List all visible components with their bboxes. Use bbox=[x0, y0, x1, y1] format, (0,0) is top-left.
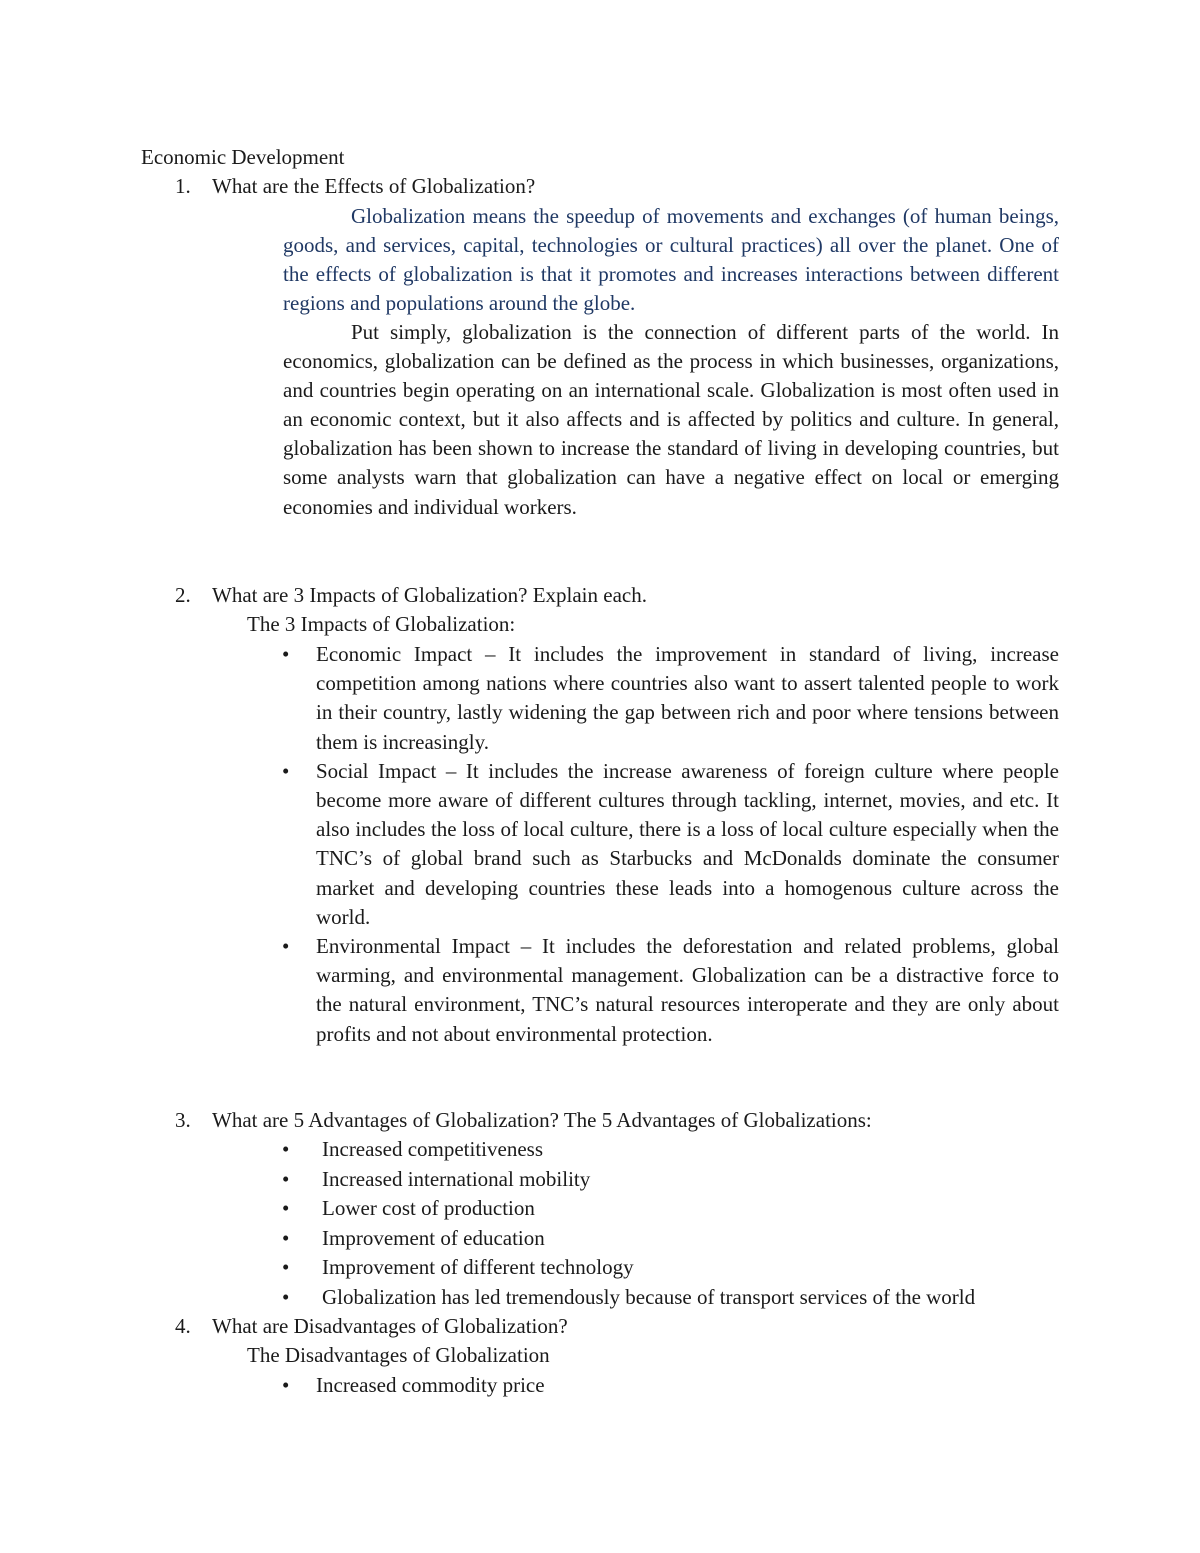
bullet-icon: • bbox=[282, 1196, 290, 1221]
bullet-icon: • bbox=[282, 934, 290, 959]
list-item bbox=[282, 640, 1059, 757]
list-item-text: Improvement of education bbox=[322, 1225, 545, 1250]
list-item bbox=[282, 1253, 1082, 1283]
list-item bbox=[282, 1135, 1082, 1165]
list-item-text: Lower cost of production bbox=[322, 1196, 535, 1221]
bullet-icon: • bbox=[282, 1166, 290, 1191]
bullet-icon: • bbox=[282, 1284, 290, 1309]
answer-paragraph: Put simply, globalization is the connection of different parts of the world. In economics, globalization can be defined as the process in which businesses, organizations, and countries begin operating on an international scale. Globalization is most often used in an economic context, but it also affects and is affected by politics and culture. In general, globalization has been shown to increase the standard of living in developing countries, but some analysts warn that globalization can have a negative effect on local or emerging economies and individual workers. bbox=[283, 320, 1059, 519]
list-item-text: Environmental Impact – It includes the deforestation and related problems, global warming, and environmental management. Globalization can be a distractive force to the natural environment, TNC’s natural resources interoperate and they are only about profits and not about environmental protection. bbox=[316, 934, 1059, 1046]
question-number: 2. bbox=[175, 583, 191, 607]
list-item bbox=[282, 932, 1059, 1049]
document-title: Economic Development bbox=[141, 145, 345, 169]
disadvantages-subheading: The Disadvantages of Globalization bbox=[247, 1343, 550, 1367]
question-number: 1. bbox=[175, 174, 191, 198]
advantages-list bbox=[282, 1135, 1082, 1313]
list-item-text: Improvement of different technology bbox=[322, 1255, 634, 1280]
question-text: What are Disadvantages of Globalization? bbox=[212, 1314, 568, 1338]
question-number: 3. bbox=[175, 1108, 191, 1132]
question-text: What are 3 Impacts of Globalization? Explain each. bbox=[212, 583, 647, 607]
answer-paragraph: Globalization means the speedup of movements and exchanges (of human beings, goods, and services, capital, technologies or cultural practices) all over the planet. One of the effects of globalization is that it promotes and increases interactions between different regions and populations around the globe. bbox=[283, 204, 1059, 316]
disadvantages-list bbox=[282, 1371, 1076, 1400]
bullet-icon: • bbox=[282, 758, 290, 783]
list-item bbox=[282, 757, 1059, 932]
impacts-subheading: The 3 Impacts of Globalization: bbox=[247, 612, 516, 636]
list-item bbox=[282, 1371, 1076, 1400]
list-item-text: Increased commodity price bbox=[316, 1373, 545, 1397]
bullet-icon: • bbox=[282, 1137, 290, 1161]
list-item-text: Increased international mobility bbox=[322, 1166, 591, 1191]
list-item bbox=[282, 1165, 1082, 1195]
question-text: What are the Effects of Globalization? bbox=[212, 174, 536, 198]
list-item-text: Globalization has led tremendously because of transport services of the world bbox=[322, 1284, 976, 1309]
list-item-text: Economic Impact – It includes the improvement in standard of living, increase competition among nations where countries also want to assert talented people to work in their country, lastly widening the gap between rich and poor where tensions between them is increasingly. bbox=[316, 642, 1059, 754]
list-item bbox=[282, 1194, 1082, 1224]
bullet-icon: • bbox=[282, 1373, 290, 1397]
bullet-icon: • bbox=[282, 1225, 290, 1250]
bullet-icon: • bbox=[282, 642, 290, 666]
list-item bbox=[282, 1283, 1082, 1313]
list-item bbox=[282, 1224, 1082, 1254]
question-number: 4. bbox=[175, 1314, 191, 1338]
list-item-text: Increased competitiveness bbox=[322, 1137, 543, 1161]
bullet-icon: • bbox=[282, 1255, 290, 1280]
list-item-text: Social Impact – It includes the increase awareness of foreign culture where people become more aware of different cultures through tackling, internet, movies, and etc. It also includes the loss of local culture, there is a loss of local culture especially when the TNC’s of global brand such as Starbucks and McDonalds dominate the consumer market and developing countries these leads into a homogenous culture across the world. bbox=[316, 758, 1059, 929]
question-text: What are 5 Advantages of Globalization? The 5 Advantages of Globalizations: bbox=[212, 1108, 872, 1132]
impacts-list bbox=[282, 640, 1059, 1049]
